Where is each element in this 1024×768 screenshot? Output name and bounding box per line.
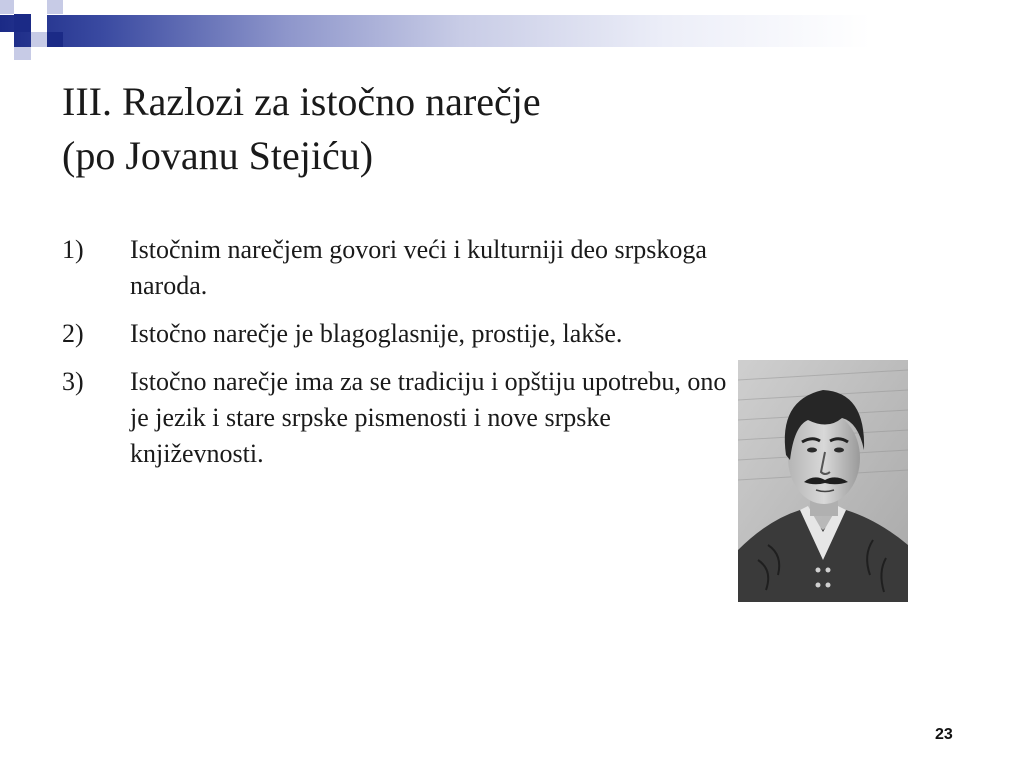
- deco-square: [0, 0, 14, 14]
- list-item: [62, 232, 742, 304]
- deco-square: [31, 14, 47, 32]
- portrait-image: [738, 360, 908, 602]
- page-number: 23: [935, 726, 953, 743]
- slide-title: [62, 75, 762, 183]
- list-item-number: 3): [62, 367, 84, 396]
- list-item-text: Istočnim narečjem govori veći i kulturniji deo srpskoga naroda.: [130, 235, 707, 300]
- deco-square: [14, 47, 31, 60]
- list-item-number: 1): [62, 235, 84, 264]
- list-item-text: Istočno narečje ima za se tradiciju i opštiju upotrebu, ono je jezik i stare srpske pismenosti i nove srpske književnosti.: [130, 367, 727, 468]
- deco-square: [47, 0, 63, 14]
- deco-square: [31, 32, 47, 47]
- list-item-text: Istočno narečje je blagoglasnije, prostije, lakše.: [130, 319, 623, 348]
- deco-square: [14, 14, 31, 32]
- deco-square: [14, 0, 31, 14]
- header-gradient-band: [0, 15, 1024, 47]
- list-item: [62, 316, 742, 352]
- header-decoration: [0, 0, 1024, 60]
- deco-square: [47, 32, 63, 47]
- deco-square: [0, 32, 14, 47]
- list-item: [62, 364, 742, 472]
- list-item-number: 2): [62, 319, 84, 348]
- reasons-list: [62, 232, 742, 484]
- slide-title-line2: (po Jovanu Stejiću): [62, 133, 374, 178]
- slide-title-line1: III. Razlozi za istočno narečje: [62, 79, 541, 124]
